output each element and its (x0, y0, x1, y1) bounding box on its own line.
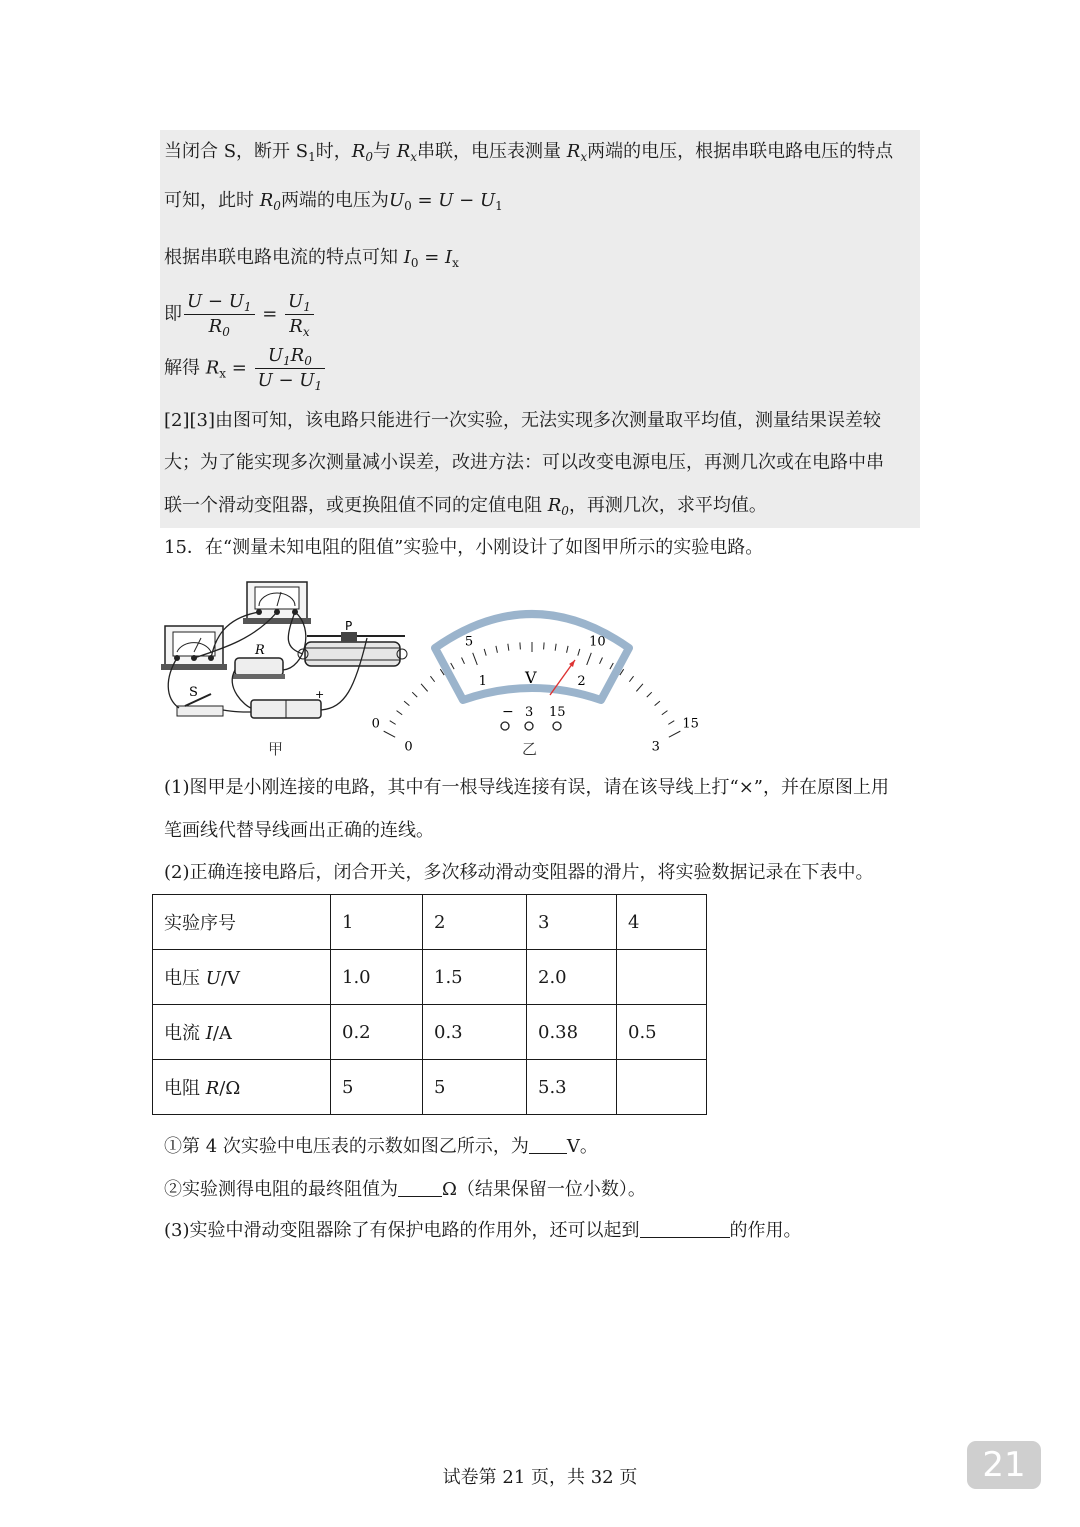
lower-tick-label-2: 2 (577, 674, 586, 690)
sub-question-1: ①第 4 次实验中电压表的示数如图乙所示，为 V。 (164, 1136, 598, 1157)
table-cell: 0.38 (527, 1005, 617, 1060)
table-header-cell: 电阻 R/Ω (153, 1060, 331, 1115)
table-cell: 2 (423, 895, 527, 950)
terminal-3 (525, 722, 533, 730)
dial-tick (647, 692, 652, 697)
switch-device (177, 685, 223, 716)
question-title: 15．在“测量未知电阻的阻值”实验中，小刚设计了如图甲所示的实验电路。 (164, 537, 764, 558)
solution-line-5: 解得 $R_x$ = $\frac{U_1R_0}{U - U_1}$ (164, 344, 327, 393)
terminal-label-15: 15 (549, 705, 566, 720)
sub-question-2: ②实验测得电阻的最终阻值为 Ω（结果保留一位小数）。 (164, 1179, 646, 1200)
table-header-cell: 实验序号 (153, 895, 331, 950)
solution-line-8: 联一个滑动变阻器，或更换阻值不同的定值电阻 $R_0$，再测几次，求平均值。 (164, 495, 767, 518)
svg-text:P: P (345, 619, 353, 633)
solution-line-4: 即 $\frac{U - U_1}{R_0}$ = $\frac{U_1}{R_x}$ (164, 290, 316, 339)
upper-tick-label-0: 0 (371, 716, 380, 732)
fraction: $\frac{U - U_1}{R_0}$ (184, 290, 255, 339)
dial-tick (430, 676, 434, 682)
dial-tick (520, 642, 521, 649)
fraction: $\frac{U_1R_0}{U - U_1}$ (255, 344, 326, 393)
table-cell: 1.5 (423, 950, 527, 1005)
lower-tick-label-0: 0 (404, 739, 413, 755)
dial-tick (662, 711, 668, 715)
table-cell: 2.0 (527, 950, 617, 1005)
dial-tick (629, 676, 633, 682)
voltmeter-symbol: V (525, 668, 537, 687)
table-cell: 5.3 (527, 1060, 617, 1115)
table-cell: 1.0 (331, 950, 423, 1005)
solution-line-1: 当闭合 S，断开 $S_1$时，$R_0$与 $R_x$串联，电压表测量 $R_x$两端的电压，根据串联电路电压的特点 (164, 141, 894, 164)
table-row (153, 1005, 707, 1060)
table-cell: 1 (331, 895, 423, 950)
lower-tick-label-3: 3 (651, 739, 660, 755)
answer-blank[interactable] (398, 1178, 442, 1197)
terminal-neg (501, 722, 509, 730)
dial-tick (655, 701, 660, 706)
table-cell: 4 (617, 895, 707, 950)
rheostat-device (298, 619, 407, 666)
battery-device (251, 688, 324, 718)
upper-tick-label-5: 5 (464, 634, 474, 650)
upper-tick-label-15: 15 (682, 716, 699, 732)
terminal-label-3: 3 (525, 705, 534, 720)
svg-text:R: R (255, 643, 265, 658)
circuit-figure (155, 578, 415, 738)
solution-line-3: 根据串联电路电流的特点可知 $I_0 = I_x$ (164, 247, 459, 270)
question-1-line-b: 笔画线代替导线画出正确的连线。 (164, 820, 434, 841)
lower-tick-label-1: 1 (478, 674, 487, 690)
solution-line-2: 可知，此时 $R_0$两端的电压为$U_0 = U - U_1$ (164, 190, 503, 213)
table-cell: 5 (331, 1060, 423, 1115)
svg-text:+: + (315, 688, 325, 701)
terminal-label-neg: − (502, 704, 514, 720)
dial-tick (636, 684, 643, 692)
table-cell: 5 (423, 1060, 527, 1115)
resistor-device (233, 643, 285, 679)
dial-tick (669, 731, 680, 737)
svg-text:S: S (189, 685, 198, 700)
question-2: (2)正确连接电路后，闭合开关，多次移动滑动变阻器的滑片，将实验数据记录在下表中。 (164, 862, 874, 883)
table-row (153, 1060, 707, 1115)
data-table (152, 894, 707, 1115)
page-footer: 试卷第 21 页，共 32 页 (442, 1467, 638, 1488)
table-header-cell: 电压 U/V (153, 950, 331, 1005)
answer-blank[interactable] (640, 1219, 730, 1238)
table-header-cell: 电流 I/A (153, 1005, 331, 1060)
question-1-line-a: (1)图甲是小刚连接的电路，其中有一根导线连接有误，请在该导线上打“×”，并在原图上用 (164, 777, 889, 798)
voltmeter-dial-figure (371, 600, 699, 755)
table-cell: 0.3 (423, 1005, 527, 1060)
figure-a-caption: 甲 (268, 740, 284, 758)
question-3: (3)实验中滑动变阻器除了有保护电路的作用外，还可以起到 的作用。 (164, 1220, 802, 1241)
table-cell: 3 (527, 895, 617, 950)
fraction: $\frac{U_1}{R_x}$ (285, 290, 314, 339)
answer-blank[interactable] (529, 1135, 567, 1154)
table-row (153, 895, 707, 950)
ammeter-device (161, 626, 227, 670)
table-cell: 0.5 (617, 1005, 707, 1060)
table-cell: 0.2 (331, 1005, 423, 1060)
solution-line-7: 大；为了能实现多次测量减小误差，改进方法：可以改变电源电压，再测几次或在电路中串 (164, 452, 884, 473)
solution-line-6: [2][3]由图可知，该电路只能进行一次实验，无法实现多次测量取平均值，测量结果误差较 (164, 410, 881, 431)
dial-tick (668, 721, 674, 725)
upper-tick-label-10: 10 (589, 634, 606, 650)
table-row (153, 950, 707, 1005)
terminal-15 (553, 722, 561, 730)
table-cell (617, 1060, 707, 1115)
page-number-badge: 21 (967, 1441, 1041, 1489)
dial-tick (544, 642, 545, 649)
dial-tick (421, 684, 428, 692)
figure-b-caption: 乙 (522, 740, 538, 758)
dial-frame (435, 614, 629, 700)
table-cell (617, 950, 707, 1005)
